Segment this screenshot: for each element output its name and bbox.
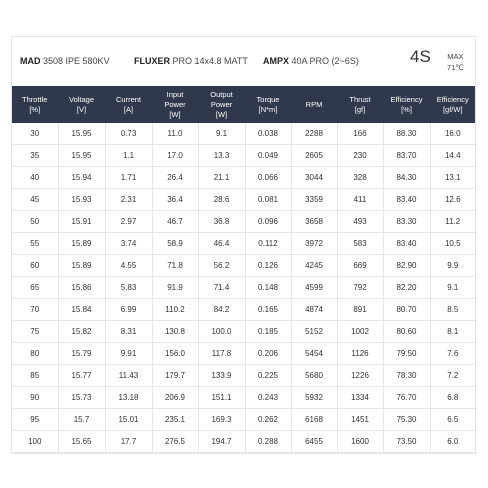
table-cell: 2.31: [105, 189, 152, 211]
table-cell: 206.9: [152, 387, 198, 409]
table-cell: 7.6: [430, 343, 475, 365]
table-header-row: [12, 86, 475, 123]
table-cell: 73.50: [383, 431, 430, 453]
table-cell: 16.0: [430, 123, 475, 145]
table-cell: 0.126: [245, 255, 291, 277]
column-header-line: Voltage: [68, 94, 95, 104]
motor-brand: MAD: [20, 56, 41, 66]
table-cell: 230: [337, 145, 383, 167]
column-header: [245, 86, 291, 123]
table-cell: 50: [12, 211, 58, 233]
max-temp-value: 71℃: [447, 63, 464, 72]
table-cell: 15.84: [58, 299, 105, 321]
table-cell: 9.1: [198, 123, 245, 145]
table-cell: 1126: [337, 343, 383, 365]
table-cell: 0.185: [245, 321, 291, 343]
table-cell: 15.89: [58, 255, 105, 277]
table-cell: 80: [12, 343, 58, 365]
table-row: [12, 431, 475, 453]
table-cell: 7.2: [430, 365, 475, 387]
table-cell: 95: [12, 409, 58, 431]
table-cell: 30: [12, 123, 58, 145]
table-cell: 15.7: [58, 409, 105, 431]
column-header: [152, 86, 198, 123]
table-cell: 15.73: [58, 387, 105, 409]
column-header: [430, 86, 475, 123]
battery-cells: 4S: [410, 47, 431, 66]
column-header-line: [W]: [215, 109, 228, 119]
prop-brand: FLUXER: [134, 56, 170, 66]
table-cell: 156.0: [152, 343, 198, 365]
table-cell: 583: [337, 233, 383, 255]
column-header-line: Efficiency: [390, 94, 423, 104]
table-cell: 276.5: [152, 431, 198, 453]
esc-brand: AMPX: [263, 56, 290, 66]
table-cell: 5152: [291, 321, 337, 343]
column-header-line: Torque: [256, 94, 280, 104]
table-cell: 0.096: [245, 211, 291, 233]
table-cell: 11.43: [105, 365, 152, 387]
table-cell: 79.50: [383, 343, 430, 365]
column-header: [105, 86, 152, 123]
table-cell: 13.1: [430, 167, 475, 189]
table-cell: 78.30: [383, 365, 430, 387]
table-row: [12, 123, 475, 145]
table-cell: 1.71: [105, 167, 152, 189]
table-cell: 6.5: [430, 409, 475, 431]
table-cell: 1600: [337, 431, 383, 453]
max-temperature: [447, 51, 464, 73]
table-cell: 0.206: [245, 343, 291, 365]
column-header-line: Throttle: [22, 94, 48, 104]
table-cell: 26.4: [152, 167, 198, 189]
table-cell: 792: [337, 277, 383, 299]
table-cell: 11.0: [152, 123, 198, 145]
table-row: [12, 321, 475, 343]
table-cell: 1334: [337, 387, 383, 409]
table-cell: 493: [337, 211, 383, 233]
table-cell: 4599: [291, 277, 337, 299]
table-cell: 70: [12, 299, 58, 321]
table-cell: 3359: [291, 189, 337, 211]
table-cell: 15.95: [58, 145, 105, 167]
table-cell: 84.2: [198, 299, 245, 321]
table-cell: 60: [12, 255, 58, 277]
table-body: [12, 123, 475, 453]
table-cell: 40: [12, 167, 58, 189]
prop-model: PRO 14x4.8 MATT: [172, 56, 248, 66]
table-cell: 891: [337, 299, 383, 321]
table-cell: 0.225: [245, 365, 291, 387]
table-cell: 85: [12, 365, 58, 387]
table-row: [12, 387, 475, 409]
propeller-spec: [134, 56, 248, 66]
table-cell: 6455: [291, 431, 337, 453]
table-cell: 0.73: [105, 123, 152, 145]
table-cell: 0.112: [245, 233, 291, 255]
motor-model: 3508 IPE 580KV: [43, 56, 110, 66]
column-header-line: [N*m]: [258, 104, 278, 114]
table-cell: 0.038: [245, 123, 291, 145]
table-cell: 5932: [291, 387, 337, 409]
table-cell: 0.288: [245, 431, 291, 453]
column-header-line: [%]: [401, 104, 412, 114]
column-header-line: RPM: [305, 99, 323, 109]
table-cell: 5680: [291, 365, 337, 387]
motor-spec: [20, 56, 110, 66]
table-cell: 15.01: [105, 409, 152, 431]
table-cell: 83.40: [383, 233, 430, 255]
table-cell: 669: [337, 255, 383, 277]
table-cell: 8.5: [430, 299, 475, 321]
table-cell: 15.77: [58, 365, 105, 387]
column-header: [383, 86, 430, 123]
table-cell: 35: [12, 145, 58, 167]
table-cell: 91.9: [152, 277, 198, 299]
table-cell: 88.30: [383, 123, 430, 145]
table-cell: 1451: [337, 409, 383, 431]
table-row: [12, 189, 475, 211]
table-cell: 21.1: [198, 167, 245, 189]
column-header-line: Current: [115, 94, 141, 104]
table-cell: 13.18: [105, 387, 152, 409]
table-cell: 100.0: [198, 321, 245, 343]
table-cell: 3.74: [105, 233, 152, 255]
table-cell: 4.55: [105, 255, 152, 277]
column-header-line: Thrust: [349, 94, 371, 104]
table-cell: 76.70: [383, 387, 430, 409]
column-header: [198, 86, 245, 123]
table-cell: 6.99: [105, 299, 152, 321]
table-cell: 15.89: [58, 233, 105, 255]
table-cell: 36.8: [198, 211, 245, 233]
table-cell: 100: [12, 431, 58, 453]
table-row: [12, 299, 475, 321]
table-cell: 133.9: [198, 365, 245, 387]
table-cell: 179.7: [152, 365, 198, 387]
column-header-line: [W]: [169, 109, 181, 119]
table-cell: 15.91: [58, 211, 105, 233]
table-cell: 46.7: [152, 211, 198, 233]
table-cell: 1.1: [105, 145, 152, 167]
table-cell: 5454: [291, 343, 337, 365]
table-cell: 75.30: [383, 409, 430, 431]
column-header: [58, 86, 105, 123]
table-row: [12, 167, 475, 189]
table-cell: 130.8: [152, 321, 198, 343]
table-cell: 83.40: [383, 189, 430, 211]
table-cell: 4245: [291, 255, 337, 277]
table-cell: 55: [12, 233, 58, 255]
table-cell: 9.91: [105, 343, 152, 365]
table-cell: 15.86: [58, 277, 105, 299]
table-cell: 8.1: [430, 321, 475, 343]
column-header-line: Power: [164, 99, 186, 109]
table-cell: 1226: [337, 365, 383, 387]
table-cell: 0.049: [245, 145, 291, 167]
table-cell: 28.6: [198, 189, 245, 211]
table-cell: 2.97: [105, 211, 152, 233]
table-row: [12, 277, 475, 299]
table-cell: 84.30: [383, 167, 430, 189]
table-cell: 12.6: [430, 189, 475, 211]
table-row: [12, 255, 475, 277]
table-cell: 3044: [291, 167, 337, 189]
table-cell: 15.79: [58, 343, 105, 365]
table-cell: 0.243: [245, 387, 291, 409]
esc-spec: [263, 56, 359, 66]
column-header-line: [gf/W]: [442, 104, 463, 114]
table-cell: 117.8: [198, 343, 245, 365]
column-header-line: [%]: [29, 104, 41, 114]
column-header-line: Output: [210, 89, 233, 99]
table-cell: 10.5: [430, 233, 475, 255]
table-cell: 83.30: [383, 211, 430, 233]
table-cell: 0.262: [245, 409, 291, 431]
table-cell: 14.4: [430, 145, 475, 167]
table-cell: 80.70: [383, 299, 430, 321]
column-header-line: Efficiency: [436, 94, 469, 104]
table-cell: 6168: [291, 409, 337, 431]
table-cell: 0.148: [245, 277, 291, 299]
table-cell: 80.60: [383, 321, 430, 343]
table-cell: 411: [337, 189, 383, 211]
table-cell: 82.90: [383, 255, 430, 277]
table-cell: 1002: [337, 321, 383, 343]
table-cell: 15.94: [58, 167, 105, 189]
table-cell: 5.83: [105, 277, 152, 299]
table-cell: 15.82: [58, 321, 105, 343]
table-cell: 235.1: [152, 409, 198, 431]
table-cell: 65: [12, 277, 58, 299]
table-cell: 2605: [291, 145, 337, 167]
table-row: [12, 343, 475, 365]
table-cell: 6.8: [430, 387, 475, 409]
table-cell: 17.7: [105, 431, 152, 453]
table-cell: 71.4: [198, 277, 245, 299]
table-cell: 0.081: [245, 189, 291, 211]
table-cell: 17.0: [152, 145, 198, 167]
table-cell: 13.3: [198, 145, 245, 167]
column-header-line: Input: [166, 89, 184, 99]
table-cell: 169.3: [198, 409, 245, 431]
table-cell: 3658: [291, 211, 337, 233]
column-header: [337, 86, 383, 123]
table-row: [12, 211, 475, 233]
table-cell: 2288: [291, 123, 337, 145]
table-cell: 6.0: [430, 431, 475, 453]
table-cell: 83.70: [383, 145, 430, 167]
column-header: [291, 86, 337, 123]
table-cell: 15.65: [58, 431, 105, 453]
table-cell: 45: [12, 189, 58, 211]
table-cell: 328: [337, 167, 383, 189]
table-cell: 194.7: [198, 431, 245, 453]
table-row: [12, 409, 475, 431]
table-cell: 166: [337, 123, 383, 145]
performance-table: [12, 86, 475, 453]
column-header-line: [A]: [123, 104, 134, 114]
table-cell: 9.1: [430, 277, 475, 299]
column-header-line: Power: [210, 99, 233, 109]
column-header-line: [V]: [76, 104, 87, 114]
table-cell: 11.2: [430, 211, 475, 233]
table-row: [12, 365, 475, 387]
table-cell: 56.2: [198, 255, 245, 277]
table-row: [12, 233, 475, 255]
table-cell: 75: [12, 321, 58, 343]
table-cell: 36.4: [152, 189, 198, 211]
motor-test-card: [11, 36, 476, 454]
column-header-line: [gf]: [354, 104, 366, 114]
max-label: MAX: [447, 52, 464, 61]
table-cell: 46.4: [198, 233, 245, 255]
column-header: [12, 86, 58, 123]
table-cell: 71.8: [152, 255, 198, 277]
spec-header: [12, 37, 475, 87]
table-cell: 90: [12, 387, 58, 409]
table-cell: 0.165: [245, 299, 291, 321]
table-cell: 9.9: [430, 255, 475, 277]
table-cell: 82.20: [383, 277, 430, 299]
table-cell: 110.2: [152, 299, 198, 321]
table-cell: 15.93: [58, 189, 105, 211]
table-row: [12, 145, 475, 167]
table-cell: 58.9: [152, 233, 198, 255]
table-cell: 3972: [291, 233, 337, 255]
table-cell: 151.1: [198, 387, 245, 409]
esc-model: 40A PRO (2~6S): [291, 56, 359, 66]
table-cell: 15.95: [58, 123, 105, 145]
table-cell: 0.066: [245, 167, 291, 189]
table-cell: 8.31: [105, 321, 152, 343]
table-cell: 4874: [291, 299, 337, 321]
